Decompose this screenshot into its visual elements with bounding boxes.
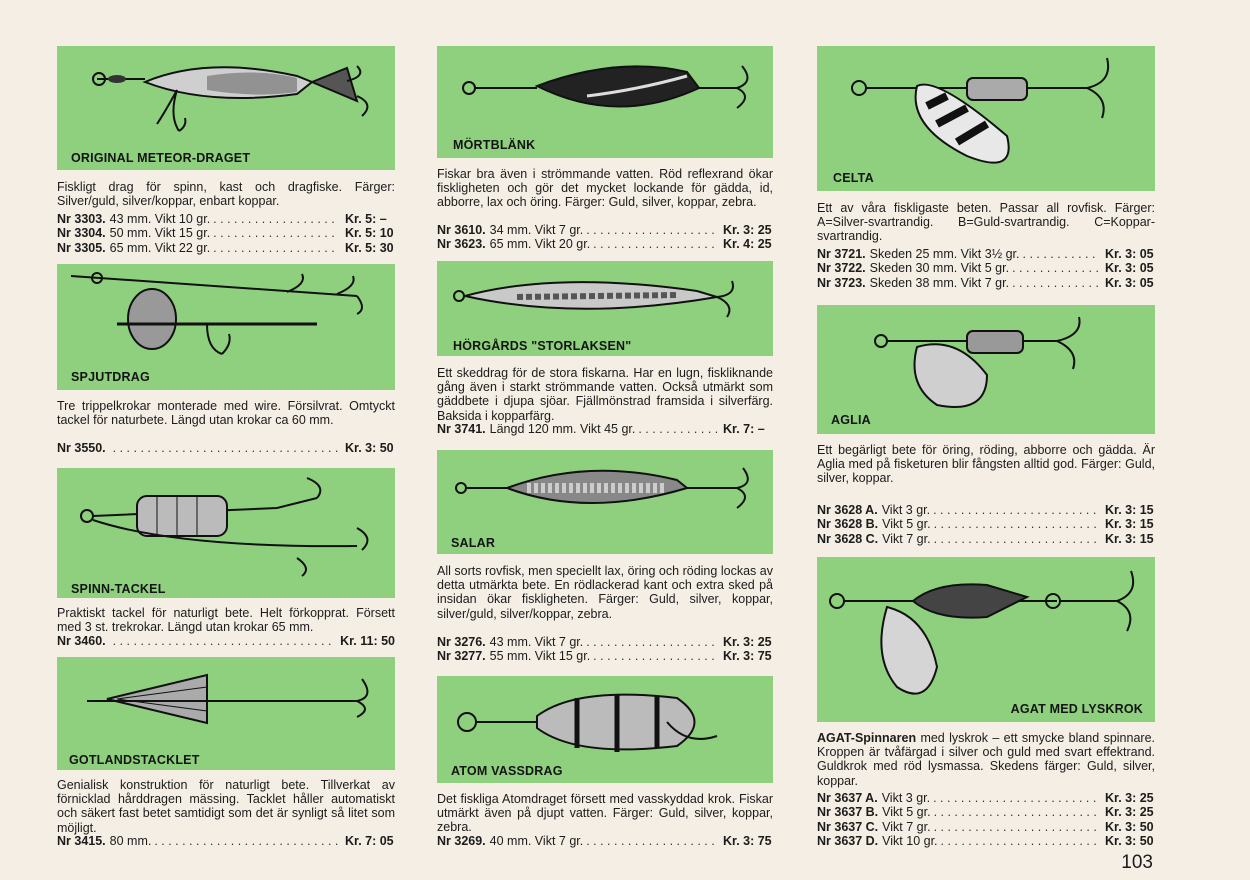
article-number: Nr 3741.	[437, 422, 486, 436]
row-price: Kr. 3: 05	[1105, 275, 1154, 290]
product-title: HÖRGÅRDS "STORLAKSEN"	[453, 339, 632, 353]
row-price: Kr. 11: 50	[340, 634, 395, 648]
row-price: Kr. 3: 25	[723, 223, 772, 237]
product-description	[817, 731, 1155, 788]
price-list	[437, 834, 773, 848]
article-number: Nr 3277.	[437, 649, 486, 664]
product-title: MÖRTBLÄNK	[453, 138, 536, 152]
product-title: SALAR	[451, 536, 496, 550]
panel-gotlandstacklet	[57, 657, 395, 770]
row-desc: Vikt 5 gr.	[882, 805, 931, 820]
price-row	[817, 834, 1155, 848]
row-desc: Vikt 7 gr.	[882, 531, 931, 546]
product-description: Tre trippelkrokar monterade med wire. Försilvrat. Omtyckt tackel för naturbete. Längd utan krokar ca 60 mm.	[57, 399, 395, 428]
article-number: Nr 3721.	[817, 247, 866, 261]
row-desc: Vikt 7 gr.	[882, 819, 931, 834]
price-row	[817, 820, 1155, 834]
article-number: Nr 3628 A.	[817, 503, 878, 517]
price-row	[817, 503, 1155, 517]
product-description: Ett skeddrag för de stora fiskarna. Har en lugn, fiskliknande gång även i starkt strömmande vatten. Också utmärkt som gäddbete i djupa sjöar. Fjällmönstrad framsida i silverfärg. Baksida i kopparfärg.	[437, 366, 773, 423]
article-number: Nr 3415.	[57, 834, 106, 848]
panel-aglia	[817, 305, 1155, 434]
panel-storlaksen	[437, 261, 773, 356]
product-title: ATOM VASSDRAG	[451, 764, 563, 778]
article-number: Nr 3637 C.	[817, 819, 879, 834]
article-number: Nr 3460.	[57, 634, 106, 648]
row-desc: Skeden 25 mm. Vikt 3½ gr.	[869, 247, 1020, 261]
price-row	[57, 441, 395, 455]
row-price: Kr. 7: –	[723, 422, 765, 436]
panel-spinn-tackel	[57, 468, 395, 598]
article-number: Nr 3723.	[817, 275, 866, 290]
row-price: Kr. 4: 25	[723, 237, 772, 252]
price-row	[57, 834, 395, 848]
agat-lure-icon	[817, 557, 1155, 722]
page-number: 103	[1121, 852, 1153, 873]
row-desc: Vikt 5 gr.	[882, 517, 931, 532]
product-title: ORIGINAL METEOR-DRAGET	[71, 151, 251, 165]
row-price: Kr. 3: 50	[345, 441, 394, 455]
product-title: AGAT MED LYSKROK	[1010, 702, 1143, 716]
price-list	[437, 422, 773, 436]
row-price: Kr. 3: 50	[1105, 833, 1154, 848]
product-description: Ett av våra fiskligaste beten. Passar all rovfisk. Färger: A=Silver-svartrandig. B=Guld-svartrandig. C=Koppar-svartrandig.	[817, 201, 1155, 244]
row-price: Kr. 3: 05	[1105, 261, 1154, 276]
row-desc: 43 mm. Vikt 7 gr.	[489, 635, 584, 649]
row-price: Kr. 5: –	[345, 212, 387, 226]
article-number: Nr 3628 C.	[817, 531, 879, 546]
row-price: Kr. 5: 30	[345, 240, 394, 255]
row-price: Kr. 3: 25	[1105, 805, 1154, 820]
panel-mortblank	[437, 46, 773, 158]
row-desc: 50 mm. Vikt 15 gr.	[109, 226, 211, 241]
row-price: Kr. 3: 50	[1105, 819, 1154, 834]
article-number: Nr 3628 B.	[817, 517, 879, 532]
panel-atom	[437, 676, 773, 783]
price-list	[57, 212, 395, 255]
product-title: SPINN-TACKEL	[71, 582, 166, 596]
article-number: Nr 3304.	[57, 226, 106, 241]
product-description: Fiskar bra även i strömmande vatten. Röd reflexrand ökar fiskligheten och gör det mycket lockande för gädda, id, abborre, lax och öring. Färger: Guld, silver, koppar, zebra.	[437, 167, 773, 210]
article-number: Nr 3276.	[437, 635, 486, 649]
price-list	[57, 634, 395, 648]
row-desc: 43 mm. Vikt 10 gr.	[109, 212, 211, 226]
price-list	[57, 441, 395, 455]
product-description: Genialisk konstruktion för naturligt bete. Tillverkat av förnicklad hårddragen mässing. Tacklet håller automatiskt och säkert fast betet samtidigt som det är synligt så litet som möjligt.	[57, 778, 395, 835]
article-number: Nr 3269.	[437, 834, 486, 848]
panel-salar	[437, 450, 773, 554]
agat-description: med lyskrok – ett smycke bland spinnare. Kroppen är tvåfärgad i silver och guld med svart effektrand. Guldkrok med röd lysmassa. Skedens färger: Guld, silver, koppar.	[817, 731, 1155, 788]
price-row	[437, 635, 773, 649]
row-desc: Skeden 30 mm. Vikt 5 gr.	[869, 261, 1010, 276]
price-row	[437, 649, 773, 663]
price-list	[817, 503, 1155, 546]
price-row	[437, 834, 773, 848]
panel-agat	[817, 557, 1155, 722]
panel-spjutdrag	[57, 264, 395, 390]
product-description: Ett begärligt bete för öring, röding, abborre och gädda. Är Aglia med på fisketuren blir fångsten alltid god. Färger: Guld, silver, koppar.	[817, 443, 1155, 486]
row-price: Kr. 3: 15	[1105, 503, 1154, 517]
celta-lure-icon	[817, 46, 1155, 191]
price-row	[817, 791, 1155, 805]
product-description: Praktiskt tackel för naturligt bete. Helt förkopprat. Försett med 3 st. trekrokar. Längd utan krokar 65 mm.	[57, 606, 395, 635]
article-number: Nr 3303.	[57, 212, 106, 226]
product-description: All sorts rovfisk, men speciellt lax, öring och röding lockas av detta utmärkta bete. En rödlackerad kant och extra sked på insidan ökar fiskligheten. Färger: Guld, silver, koppar, silver/guld, silver/koppar, zebra.	[437, 564, 773, 621]
price-row	[57, 226, 395, 240]
row-price: Kr. 3: 25	[723, 635, 772, 649]
price-row	[817, 261, 1155, 275]
article-number: Nr 3722.	[817, 261, 866, 276]
row-price: Kr. 3: 15	[1105, 517, 1154, 532]
row-desc: Vikt 3 gr.	[881, 503, 931, 517]
agat-lead: AGAT-Spinnaren	[817, 731, 917, 745]
product-title: AGLIA	[831, 413, 871, 427]
row-desc: Vikt 10 gr.	[882, 833, 938, 848]
price-list	[57, 834, 395, 848]
article-number: Nr 3623.	[437, 237, 486, 252]
article-number: Nr 3550.	[57, 441, 106, 455]
price-list	[817, 791, 1155, 848]
row-desc: 40 mm. Vikt 7 gr.	[489, 834, 584, 848]
spinn-tackel-lure-icon	[57, 468, 395, 598]
row-price: Kr. 5: 10	[345, 226, 394, 241]
product-description: Det fiskliga Atomdraget försett med vasskyddad krok. Fiskar utmärkt även på djupt vatten. Färger: Guld, silver, koppar, zebra.	[437, 792, 773, 835]
article-number: Nr 3305.	[57, 240, 106, 255]
article-number: Nr 3637 A.	[817, 791, 878, 805]
row-desc: 34 mm. Vikt 7 gr.	[489, 223, 584, 237]
row-price: Kr. 3: 05	[1105, 247, 1154, 261]
row-desc: 80 mm.	[109, 834, 152, 848]
row-desc: 55 mm. Vikt 15 gr.	[489, 649, 591, 664]
row-desc: 65 mm. Vikt 20 gr.	[489, 237, 591, 252]
price-row	[437, 237, 773, 251]
product-title: SPJUTDRAG	[71, 370, 150, 384]
price-row	[57, 241, 395, 255]
price-row	[817, 247, 1155, 261]
price-list	[817, 247, 1155, 290]
row-desc: Längd 120 mm. Vikt 45 gr.	[489, 422, 636, 436]
row-price: Kr. 3: 25	[1105, 791, 1154, 805]
price-row	[437, 422, 773, 436]
price-row	[817, 517, 1155, 531]
article-number: Nr 3610.	[437, 223, 486, 237]
price-row	[57, 212, 395, 226]
row-price: Kr. 7: 05	[345, 834, 394, 848]
row-price: Kr. 3: 75	[723, 649, 772, 664]
price-row	[817, 276, 1155, 290]
row-price: Kr. 3: 75	[723, 834, 772, 848]
price-row	[817, 532, 1155, 546]
row-desc: Skeden 38 mm. Vikt 7 gr.	[869, 275, 1010, 290]
product-title: GOTLANDSTACKLET	[69, 753, 200, 767]
price-row	[57, 634, 395, 648]
price-row	[437, 223, 773, 237]
price-list	[437, 635, 773, 664]
panel-meteor	[57, 46, 395, 170]
price-list	[437, 223, 773, 252]
product-description: Fiskligt drag för spinn, kast och dragfiske. Färger: Silver/guld, silver/koppar, enbart koppar.	[57, 180, 395, 209]
article-number: Nr 3637 D.	[817, 833, 879, 848]
row-desc: Vikt 3 gr.	[881, 791, 931, 805]
row-desc: 65 mm. Vikt 22 gr.	[109, 240, 211, 255]
article-number: Nr 3637 B.	[817, 805, 879, 820]
row-price: Kr. 3: 15	[1105, 531, 1154, 546]
price-row	[817, 805, 1155, 819]
product-title: CELTA	[833, 171, 874, 185]
panel-celta	[817, 46, 1155, 191]
